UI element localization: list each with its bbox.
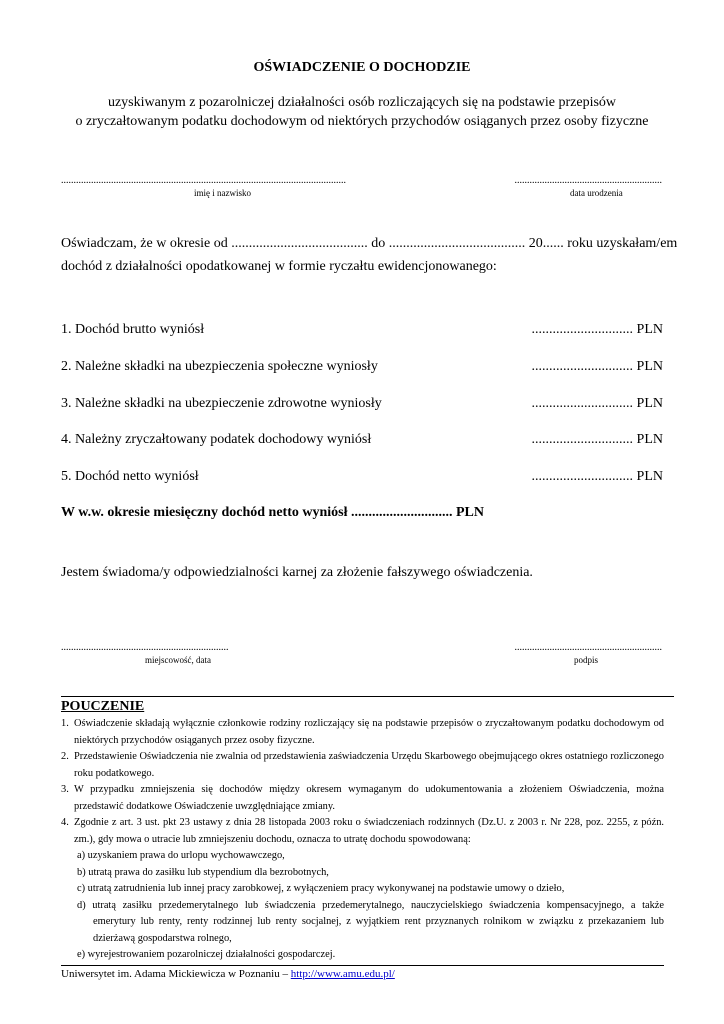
list-subitem: a) uzyskaniem prawa do urlopu wychowawczego,	[77, 850, 285, 861]
item-lump-sum-tax-label: 4. Należny zryczałtowany podatek dochodowy wyniósł	[61, 432, 372, 447]
list-item	[61, 782, 664, 815]
item-health-contributions-label: 3. Należne składki na ubezpieczenie zdrowotne wyniosły	[61, 396, 382, 411]
list-subitem: e) wyrejestrowaniem pozarolniczej działalności gospodarczej.	[77, 949, 336, 960]
list-item-number: 1.	[61, 718, 69, 729]
document-title: OŚWIADCZENIE O DOCHODZIE	[253, 60, 471, 75]
responsibility-statement: Jestem świadoma/y odpowiedzialności karnej za złożenie fałszywego oświadczenia.	[61, 565, 533, 580]
list-item-text: Oświadczenie składają wyłącznie członkowie rodziny rozliczający się na podstawie przepisów o zryczałtowanym podatku dochodowym od niektórych przychodów osiąganych przez osoby fizyczne.	[74, 718, 664, 746]
subtitle-line-2: o zryczałtowanym podatku dochodowym od niektórych przychodów osiąganych przez osoby fizyczne	[75, 114, 649, 129]
birthdate-label: data urodzenia	[570, 188, 623, 198]
item-social-contributions-label: 2. Należne składki na ubezpieczenia społeczne wyniosły	[61, 359, 378, 374]
declaration-period: Oświadczam, że w okresie od ....................................... do ....................................... 20...... roku uzyskałam/em	[61, 236, 678, 251]
instructions-list	[61, 716, 664, 964]
place-date-field[interactable]: ...................................................................	[61, 642, 229, 653]
list-item-text: W przypadku zmniejszenia się dochodów między okresem wymaganym do udokumentowania a złożeniem Oświadczenia, można przedstawić dodatkowe Oświadczenie uwzględniające zmiany.	[74, 784, 664, 812]
instructions-title: POUCZENIE	[61, 699, 145, 714]
list-item-number: 2.	[61, 751, 69, 762]
item-gross-income-label: 1. Dochód brutto wyniósł	[61, 322, 205, 337]
list-item	[61, 815, 664, 848]
footer-text: Uniwersytet im. Adama Mickiewicza w Poznaniu –	[61, 968, 291, 980]
name-label: imię i nazwisko	[194, 188, 251, 198]
place-date-label: miejscowość, data	[145, 655, 211, 665]
monthly-net-income[interactable]: W w.w. okresie miesięczny dochód netto wyniósł ............................. PLN	[61, 505, 484, 520]
signature-label: podpis	[574, 655, 599, 665]
birthdate-field[interactable]: ...........................................................	[514, 175, 662, 186]
name-field[interactable]: ..................................................................................................................	[61, 175, 346, 186]
list-item-number: 3.	[61, 784, 69, 795]
item-net-income-label: 5. Dochód netto wyniósł	[61, 469, 199, 484]
list-item-text: Zgodnie z art. 3 ust. pkt 23 ustawy z dnia 28 listopada 2003 roku o świadczeniach rodzinnych (Dz.U. z 2003 r. Nr 228, poz. 2255, z późn. zm.), gdy mowa o utracie lub zmniejszeniu dochodu, oznacza to utratę dochodu spowodowaną:	[74, 817, 664, 845]
list-item	[61, 749, 664, 782]
item-lump-sum-tax-field[interactable]: ............................. PLN	[531, 432, 663, 447]
declaration-income-type: dochód z działalności opodatkowanej w formie ryczałtu ewidencjonowanego:	[61, 259, 497, 274]
footer-rule	[61, 965, 664, 966]
item-health-contributions-field[interactable]: ............................. PLN	[531, 396, 663, 411]
list-subitem: c) utratą zatrudnienia lub innej pracy zarobkowej, z wyłączeniem pracy wykonywanej na podstawie umowy o dzieło,	[77, 883, 565, 894]
subtitle-line-1: uzyskiwanym z pozarolniczej działalności osób rozliczających się na podstawie przepisów	[107, 95, 617, 110]
list-item-number: 4.	[61, 817, 69, 828]
item-net-income-field[interactable]: ............................. PLN	[531, 469, 663, 484]
item-social-contributions-field[interactable]: ............................. PLN	[531, 359, 663, 374]
instructions-top-rule	[61, 696, 674, 697]
signature-field[interactable]: ...........................................................	[514, 642, 662, 653]
list-subitem: b) utratą prawa do zasiłku lub stypendium dla bezrobotnych,	[77, 866, 329, 878]
list-item	[61, 716, 664, 749]
list-subitem: d) utratą zasiłku przedemerytalnego lub świadczenia przedemerytalnego, nauczycielskiego świadczenia kompensacyjnego, a także emerytury lub renty, renty rodzinnej lub renty socjalnej, z wyjątkiem rent przyznanych rolnikom w związku z przekazaniem lub dzierżawą gospodarstwa rolnego,	[77, 899, 664, 944]
footer-link[interactable]: http://www.amu.edu.pl/	[290, 968, 395, 980]
footer	[61, 968, 395, 980]
list-item-text: Przedstawienie Oświadczenia nie zwalnia od przedstawienia zaświadczenia Urzędu Skarbowego obejmującego okres ostatniego rozliczonego roku podatkowego.	[74, 751, 664, 779]
item-gross-income-field[interactable]: ............................. PLN	[531, 322, 663, 337]
